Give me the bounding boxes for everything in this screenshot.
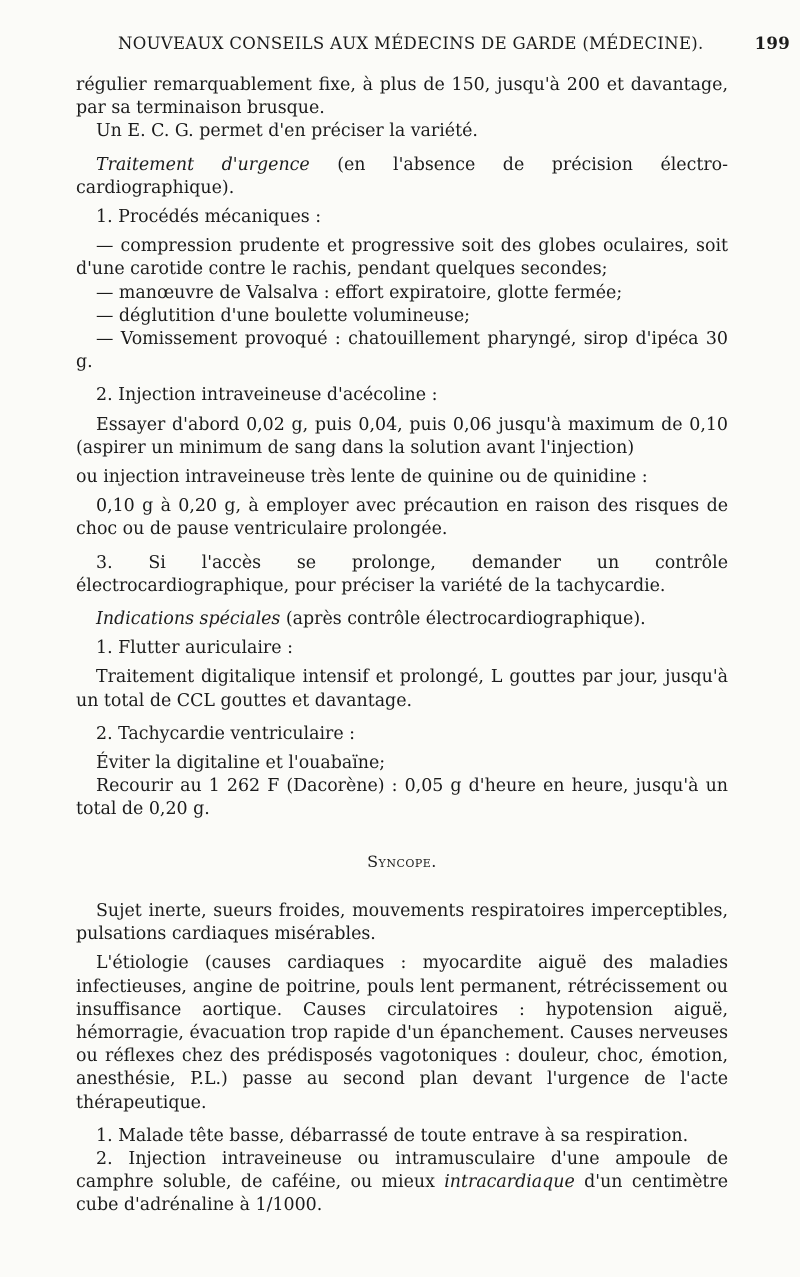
injection-title: 2. Injection intraveineuse d'acécoline :: [96, 385, 438, 406]
list-item-compression: — compression prudente et progressive soit des globes oculaires, soit d'une carotide contre le rachis, pendant quelques secondes;: [76, 236, 728, 280]
page-body: [76, 74, 728, 1218]
paragraph-acces: 3. Si l'accès se prolonge, demander un contrôle électrocardiographique, pour préciser la variété de la tachycardie.: [76, 552, 728, 596]
paragraph-quinine: ou injection intraveineuse très lente de quinine ou de quinidine :: [76, 467, 648, 488]
paragraph-etiologie: L'étiologie (causes cardiaques : myocardite aiguë des maladies infectieuses, angine de poitrine, pouls lent permanent, rétrécissement ou insuffisance aortique. Causes circulatoires : hypotension aiguë, hémorragie, évacuation trop rapide d'un épanchement. Causes nerveuses ou réflexes chez des prédisposés vagotoniques : douleur, choc, émotion, anesthésie, P.L.) passe au second plan devant l'urgence de l'acte thérapeutique.: [76, 953, 728, 1113]
paragraph-traitement: [76, 154, 728, 200]
paragraph-syncope-symptoms: Sujet inerte, sueurs froides, mouvements respiratoires imperceptibles, pulsations cardiaques misérables.: [76, 900, 728, 945]
page-number: 199: [754, 34, 790, 53]
traitement-rest: (en l'absence de précision électro-cardiographique).: [76, 154, 728, 198]
step-2-intracardiaque: intracardiaque: [444, 1172, 575, 1193]
paragraph-flutter: Traitement digitalique intensif et prolongé, L gouttes par jour, jusqu'à un total de CCL gouttes et davantage.: [76, 667, 728, 711]
list-item-valsalva: — manœuvre de Valsalva : effort expiratoire, glotte fermée;: [96, 282, 623, 303]
flutter-title: 1. Flutter auriculaire :: [96, 638, 293, 659]
paragraph-acecoline: Essayer d'abord 0,02 g, puis 0,04, puis 0,06 jusqu'à maximum de 0,10 (aspirer un minimum de sang dans la solution avant l'injection): [76, 414, 728, 458]
step-2-end: d'un centimètre cube d'adrénaline à 1/1000.: [76, 1172, 728, 1216]
indications-rest: (après contrôle électrocardiographique).: [280, 609, 646, 630]
paragraph-dacorene: Recourir au 1 262 F (Dacorène) : 0,05 g d'heure en heure, jusqu'à un total de 0,20 g.: [76, 776, 728, 820]
syncope-heading: Syncope.: [367, 851, 437, 871]
running-header: [118, 34, 790, 53]
paragraph-ecg: Un E. C. G. permet d'en préciser la variété.: [96, 121, 478, 142]
tachycardie-title: 2. Tachycardie ventriculaire :: [96, 723, 356, 744]
paragraph-digitaline: Éviter la digitaline et l'ouabaïne;: [96, 753, 386, 774]
list-item-deglutition: — déglutition d'une boulette volumineuse;: [96, 305, 471, 326]
paragraph-dosage: 0,10 g à 0,20 g, à employer avec précaution en raison des risques de choc ou de pause ventriculaire prolongée.: [76, 496, 728, 540]
list-item-vomissement: — Vomissement provoqué : chatouillement pharyngé, sirop d'ipéca 30 g.: [76, 329, 728, 373]
header-title: NOUVEAUX CONSEILS AUX MÉDECINS DE GARDE (MÉDECINE).: [118, 34, 704, 53]
section-title-syncope: [76, 850, 728, 874]
paragraph-continuation: régulier remarquablement fixe, à plus de 150, jusqu'à 200 et davantage, par sa terminaison brusque.: [76, 75, 728, 119]
paragraph-indications: [76, 608, 728, 631]
indications-label: Indications spéciales: [96, 609, 281, 630]
syncope-step-1: 1. Malade tête basse, débarrassé de toute entrave à sa respiration.: [96, 1125, 689, 1146]
traitement-label: Traitement d'urgence: [96, 154, 310, 175]
syncope-step-2: [76, 1148, 728, 1218]
procedes-mecaniques-title: 1. Procédés mécaniques :: [96, 207, 322, 228]
step-2-text: 2. Injection intraveineuse ou intramusculaire d'une ampoule de camphre soluble, de caféine, ou mieux: [76, 1148, 728, 1193]
